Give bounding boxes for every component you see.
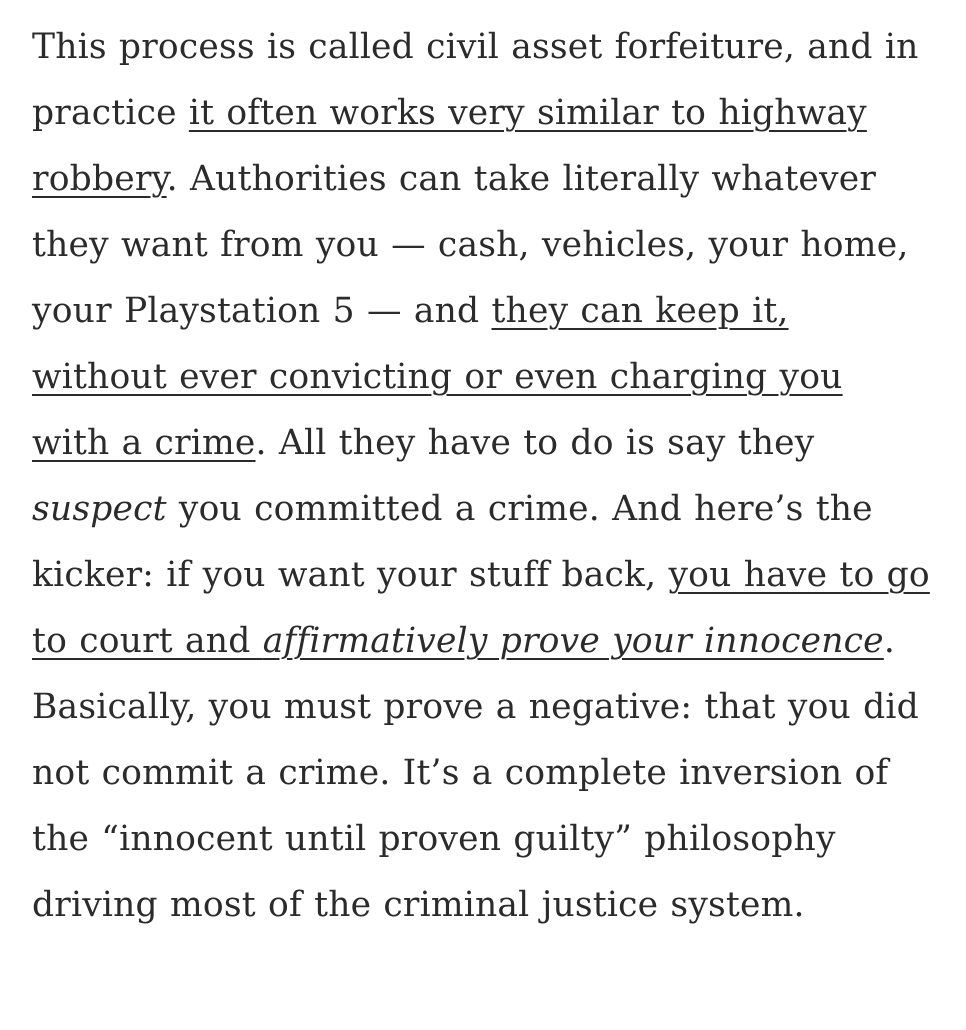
paragraph-text: . Authorities can take literally whatever they want from you — cash, vehicles, your home, your Playstation 5 — and xyxy=(32,159,909,331)
keep-it-without-conviction-link[interactable]: they can keep it, without ever convicting or even charging you with a crime xyxy=(32,291,843,463)
link-emphasis: affirmatively prove your innocence xyxy=(262,621,884,661)
highway-robbery-link[interactable]: it often works very similar to highway robbery xyxy=(32,93,867,199)
paragraph-text: This process is called civil asset forfeiture, and in practice xyxy=(32,27,919,133)
paragraph-text: you committed a crime. And here’s the kicker: if you want your stuff back, xyxy=(32,489,873,595)
article-paragraph xyxy=(32,14,932,938)
link-text: you have to go to court and xyxy=(32,555,930,661)
paragraph-text: . All they have to do is say they xyxy=(255,423,815,463)
article-body xyxy=(32,14,932,938)
paragraph-text: . Basically, you must prove a negative: that you did not commit a crime. It’s a complete inversion of the “innocent until proven guilty” philosophy driving most of the criminal justice system. xyxy=(32,621,919,925)
emphasis-suspect: suspect xyxy=(32,489,167,529)
